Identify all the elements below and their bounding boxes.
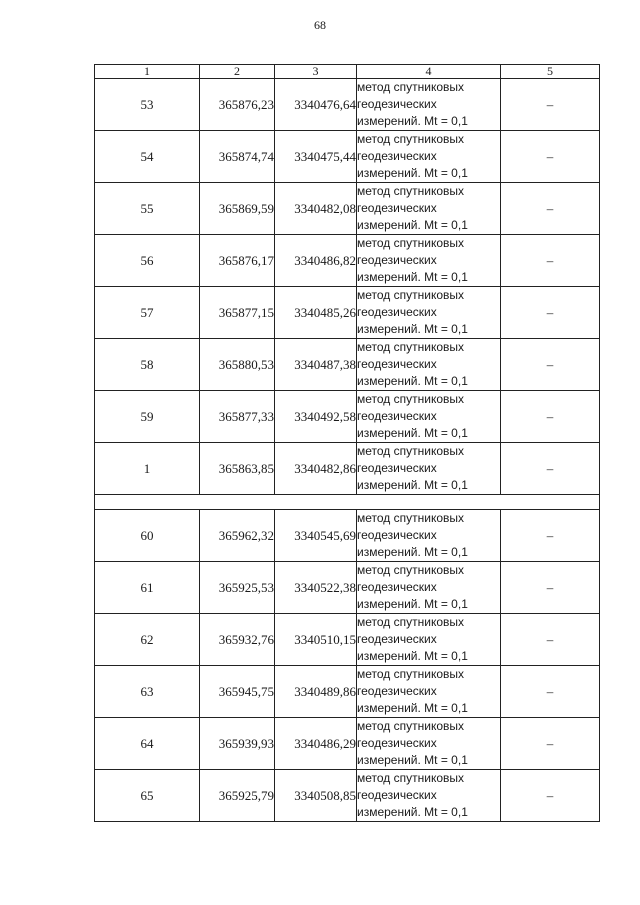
point-number-cell: 54 [95, 131, 200, 183]
table-row [95, 770, 600, 822]
point-number-cell: 63 [95, 666, 200, 718]
method-cell [357, 391, 501, 443]
y-coordinate-cell: 3340476,64 [275, 79, 357, 131]
method-text-line: метод спутниковых [357, 288, 465, 302]
method-text-line: геодезических [357, 684, 437, 698]
method-text-line: метод спутниковых [357, 444, 465, 458]
method-text-line: метод спутниковых [357, 719, 465, 733]
method-text-line: геодезических [357, 409, 437, 423]
method-text-line: метод спутниковых [357, 184, 465, 198]
x-coordinate-cell: 365863,85 [200, 443, 275, 495]
x-coordinate-cell: 365874,74 [200, 131, 275, 183]
separator-cell [95, 495, 600, 510]
method-cell [357, 770, 501, 822]
table-row [95, 235, 600, 287]
method-text-line: измерений. Mt = 0,1 [357, 374, 468, 388]
method-text-line: метод спутниковых [357, 771, 465, 785]
method-text-line: геодезических [357, 97, 437, 111]
method-cell [357, 666, 501, 718]
method-text-line: измерений. Mt = 0,1 [357, 478, 468, 492]
note-cell: – [501, 562, 600, 614]
y-coordinate-cell: 3340487,38 [275, 339, 357, 391]
method-text-line: измерений. Mt = 0,1 [357, 753, 468, 767]
method-text-line: геодезических [357, 528, 437, 542]
y-coordinate-cell: 3340475,44 [275, 131, 357, 183]
y-coordinate-cell: 3340482,86 [275, 443, 357, 495]
table-row [95, 510, 600, 562]
method-text-line: геодезических [357, 253, 437, 267]
note-cell: – [501, 79, 600, 131]
method-cell [357, 614, 501, 666]
method-cell [357, 510, 501, 562]
y-coordinate-cell: 3340522,38 [275, 562, 357, 614]
note-cell: – [501, 443, 600, 495]
column-header: 5 [501, 65, 600, 79]
note-cell: – [501, 718, 600, 770]
x-coordinate-cell: 365932,76 [200, 614, 275, 666]
table-row [95, 391, 600, 443]
y-coordinate-cell: 3340510,15 [275, 614, 357, 666]
method-text-line: геодезических [357, 580, 437, 594]
point-number-cell: 53 [95, 79, 200, 131]
table-row [95, 718, 600, 770]
page-number: 68 [314, 18, 326, 32]
x-coordinate-cell: 365945,75 [200, 666, 275, 718]
method-cell [357, 235, 501, 287]
method-text-line: метод спутниковых [357, 563, 465, 577]
method-text-line: геодезических [357, 632, 437, 646]
coordinates-table [94, 64, 600, 822]
table-body [95, 79, 600, 822]
method-text-line: геодезических [357, 201, 437, 215]
x-coordinate-cell: 365877,33 [200, 391, 275, 443]
note-cell: – [501, 666, 600, 718]
method-text-line: метод спутниковых [357, 340, 465, 354]
point-number-cell: 58 [95, 339, 200, 391]
note-cell: – [501, 235, 600, 287]
x-coordinate-cell: 365939,93 [200, 718, 275, 770]
table-row [95, 287, 600, 339]
method-cell [357, 443, 501, 495]
note-cell: – [501, 391, 600, 443]
method-text-line: метод спутниковых [357, 615, 465, 629]
table-row [95, 79, 600, 131]
column-header: 4 [357, 65, 501, 79]
method-cell [357, 718, 501, 770]
point-number-cell: 60 [95, 510, 200, 562]
method-text-line: геодезических [357, 149, 437, 163]
method-text-line: измерений. Mt = 0,1 [357, 426, 468, 440]
table-row [95, 339, 600, 391]
y-coordinate-cell: 3340482,08 [275, 183, 357, 235]
y-coordinate-cell: 3340485,26 [275, 287, 357, 339]
point-number-cell: 65 [95, 770, 200, 822]
point-number-cell: 1 [95, 443, 200, 495]
note-cell: – [501, 131, 600, 183]
point-number-cell: 64 [95, 718, 200, 770]
note-cell: – [501, 287, 600, 339]
note-cell: – [501, 339, 600, 391]
method-text-line: измерений. Mt = 0,1 [357, 597, 468, 611]
method-text-line: измерений. Mt = 0,1 [357, 322, 468, 336]
y-coordinate-cell: 3340486,29 [275, 718, 357, 770]
method-text-line: геодезических [357, 357, 437, 371]
y-coordinate-cell: 3340489,86 [275, 666, 357, 718]
method-text-line: метод спутниковых [357, 80, 465, 94]
table-row [95, 131, 600, 183]
method-text-line: измерений. Mt = 0,1 [357, 545, 468, 559]
table-row [95, 562, 600, 614]
method-text-line: метод спутниковых [357, 236, 465, 250]
x-coordinate-cell: 365925,79 [200, 770, 275, 822]
method-text-line: измерений. Mt = 0,1 [357, 649, 468, 663]
method-text-line: геодезических [357, 788, 437, 802]
table-row [95, 666, 600, 718]
method-text-line: измерений. Mt = 0,1 [357, 218, 468, 232]
method-text-line: метод спутниковых [357, 132, 465, 146]
method-text-line: метод спутниковых [357, 667, 465, 681]
point-number-cell: 56 [95, 235, 200, 287]
method-text-line: измерений. Mt = 0,1 [357, 166, 468, 180]
table-row [95, 614, 600, 666]
method-text-line: геодезических [357, 461, 437, 475]
method-text-line: метод спутниковых [357, 511, 465, 525]
y-coordinate-cell: 3340508,85 [275, 770, 357, 822]
note-cell: – [501, 614, 600, 666]
x-coordinate-cell: 365925,53 [200, 562, 275, 614]
column-header: 2 [200, 65, 275, 79]
point-number-cell: 55 [95, 183, 200, 235]
method-cell [357, 79, 501, 131]
note-cell: – [501, 183, 600, 235]
method-text-line: геодезических [357, 736, 437, 750]
group-separator-row [95, 495, 600, 510]
method-text-line: измерений. Mt = 0,1 [357, 270, 468, 284]
x-coordinate-cell: 365962,32 [200, 510, 275, 562]
method-text-line: геодезических [357, 305, 437, 319]
y-coordinate-cell: 3340486,82 [275, 235, 357, 287]
method-text-line: метод спутниковых [357, 392, 465, 406]
method-cell [357, 287, 501, 339]
method-text-line: измерений. Mt = 0,1 [357, 701, 468, 715]
table-header-row [95, 65, 600, 79]
table-row [95, 183, 600, 235]
method-cell [357, 131, 501, 183]
method-cell [357, 183, 501, 235]
y-coordinate-cell: 3340545,69 [275, 510, 357, 562]
method-cell [357, 562, 501, 614]
column-header: 1 [95, 65, 200, 79]
point-number-cell: 57 [95, 287, 200, 339]
method-text-line: измерений. Mt = 0,1 [357, 114, 468, 128]
y-coordinate-cell: 3340492,58 [275, 391, 357, 443]
note-cell: – [501, 510, 600, 562]
note-cell: – [501, 770, 600, 822]
point-number-cell: 59 [95, 391, 200, 443]
point-number-cell: 61 [95, 562, 200, 614]
point-number-cell: 62 [95, 614, 200, 666]
method-cell [357, 339, 501, 391]
table-row [95, 443, 600, 495]
x-coordinate-cell: 365876,17 [200, 235, 275, 287]
x-coordinate-cell: 365877,15 [200, 287, 275, 339]
x-coordinate-cell: 365869,59 [200, 183, 275, 235]
x-coordinate-cell: 365880,53 [200, 339, 275, 391]
x-coordinate-cell: 365876,23 [200, 79, 275, 131]
column-header: 3 [275, 65, 357, 79]
method-text-line: измерений. Mt = 0,1 [357, 805, 468, 819]
